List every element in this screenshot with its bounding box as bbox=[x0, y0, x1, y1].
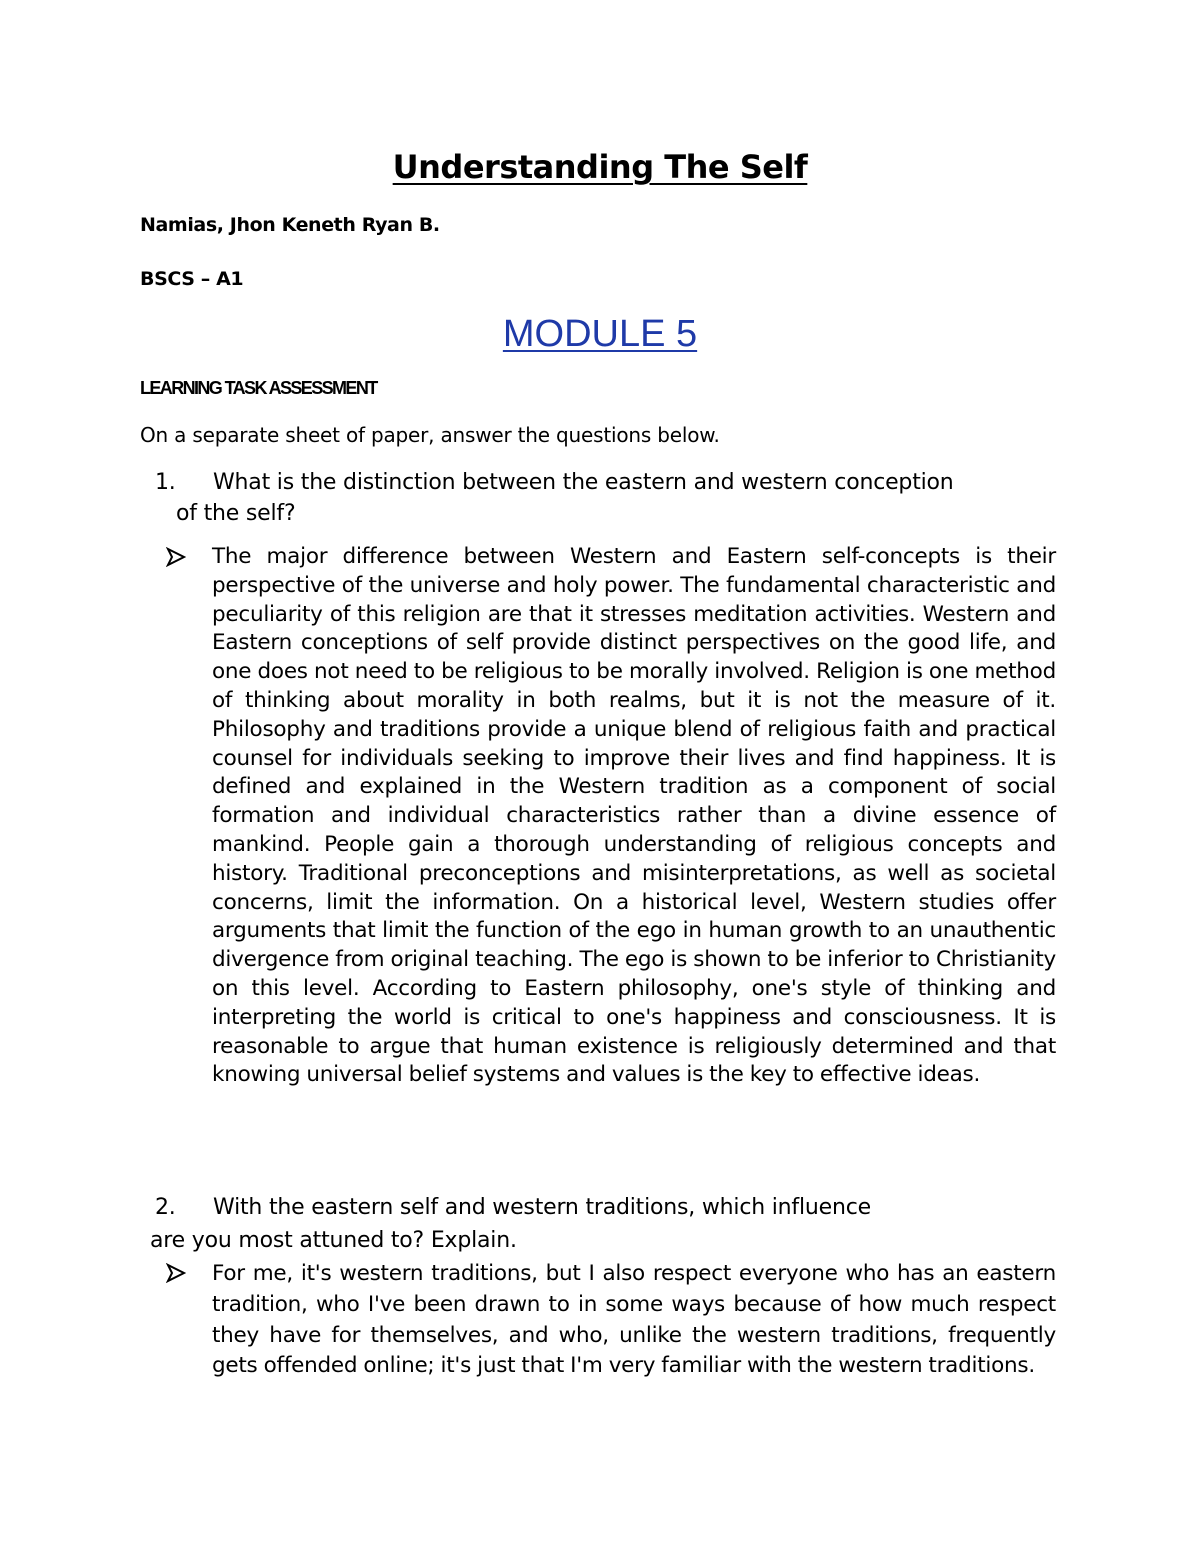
question-2-line-1 bbox=[155, 1192, 871, 1223]
question-2-text-line-1: With the eastern self and western traditions, which influence bbox=[213, 1195, 871, 1220]
arrowhead-bullet-icon bbox=[166, 547, 186, 572]
module-heading: MODULE 5 bbox=[502, 313, 698, 355]
question-1-answer: The major difference between Western and Eastern self-concepts is their perspective of the universe and holy power. The fundamental characteristic and peculiarity of this religion are that it stresses meditation activities. Western and Eastern conceptions of self provide distinct perspectives on the good life, and one does not need to be religious to be morally involved. Religion is one method of thinking about morality in both realms, but it is not the measure of it. Philosophy and traditions provide a unique blend of religious faith and practical counsel for individuals seeking to improve their lives and find happiness. It is defined and explained in the Western tradition as a component of social formation and individual characteristics rather than a divine essence of mankind. People gain a thorough understanding of religious concepts and history. Traditional preconceptions and misinterpretations, as well as societal concerns, limit the information. On a historical level, Western studies offer arguments that limit the function of the ego in human growth to an unauthentic divergence from original teaching. The ego is shown to be inferior to Christianity on this level. According to Eastern philosophy, one's style of thinking and interpreting the world is critical to one's happiness and consciousness. It is reasonable to argue that human existence is religiously determined and that knowing universal belief systems and values is the key to effective ideas. bbox=[212, 544, 1056, 1088]
document-title: Understanding The Self bbox=[392, 148, 808, 186]
instruction-text: On a separate sheet of paper, answer the questions below. bbox=[140, 423, 720, 447]
question-2-text-line-2: are you most attuned to? Explain. bbox=[150, 1228, 517, 1253]
question-1-line-1 bbox=[155, 467, 954, 498]
question-1-number: 1. bbox=[155, 470, 176, 495]
question-2-number: 2. bbox=[155, 1195, 176, 1220]
question-1-text-line-1: What is the distinction between the eastern and western conception bbox=[213, 470, 954, 495]
question-2-answer: For me, it's western traditions, but I also respect everyone who has an eastern tradition, who I've been drawn to in some ways because of how much respect they have for themselves, and who, unlike the western traditions, frequently gets offended online; it's just that I'm very familiar with the western traditions. bbox=[212, 1261, 1056, 1379]
section-heading: LEARNING TASK ASSESSMENT bbox=[140, 378, 377, 398]
arrowhead-bullet-icon bbox=[166, 1263, 186, 1288]
student-section: BSCS – A1 bbox=[140, 268, 244, 290]
student-name: Namias, Jhon Keneth Ryan B. bbox=[140, 214, 440, 236]
question-1-text-line-2: of the self? bbox=[176, 501, 296, 526]
